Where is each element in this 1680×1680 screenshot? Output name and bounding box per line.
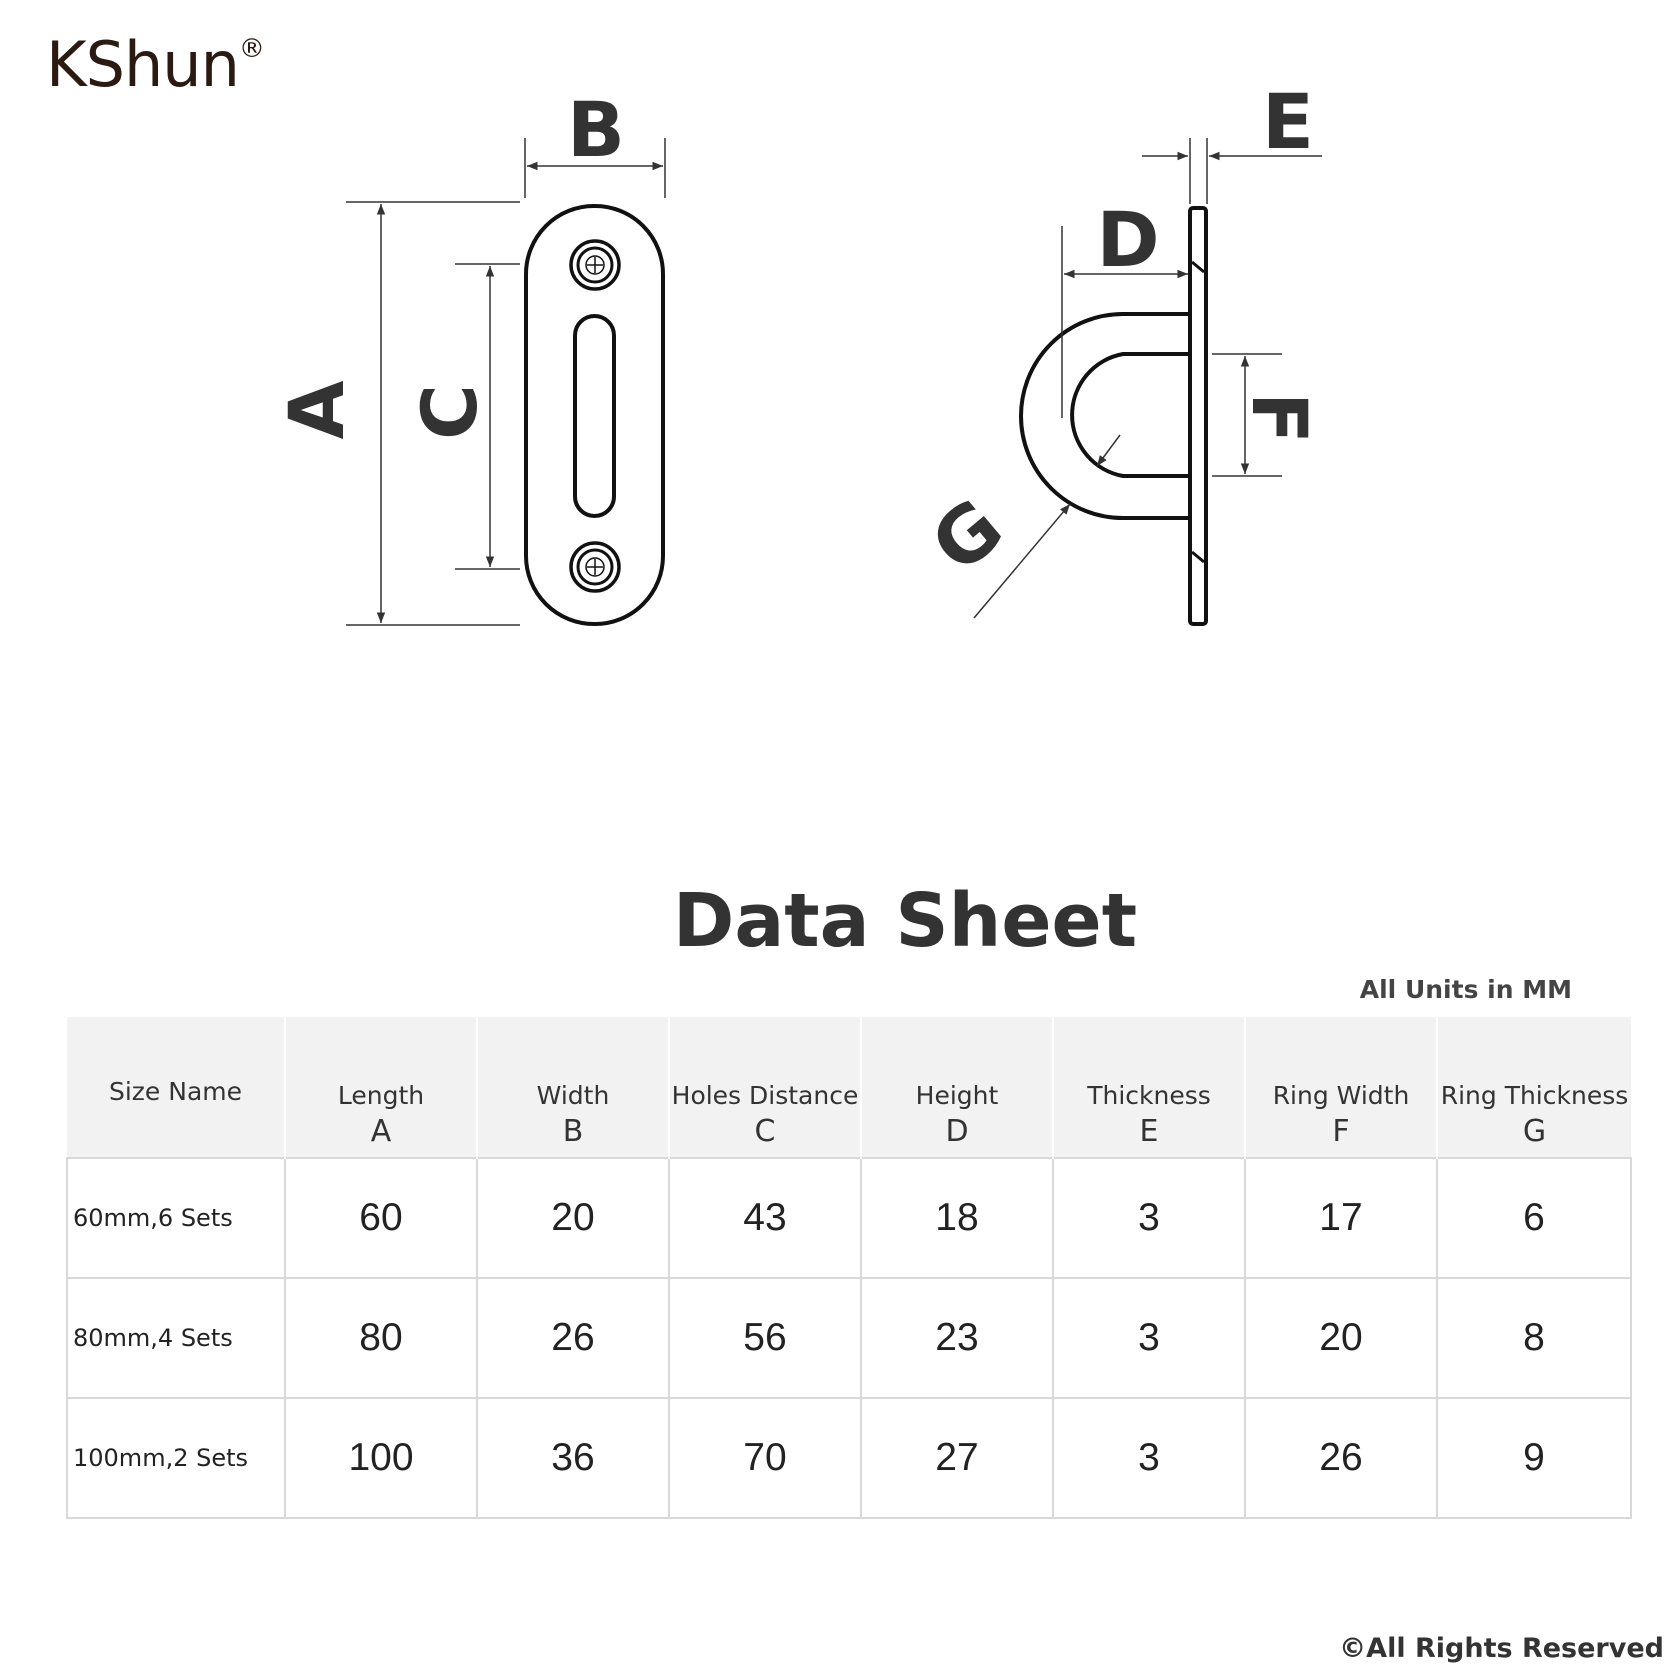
header-size-name [67, 1017, 285, 1158]
cell-length: 80 [285, 1278, 477, 1398]
cell-ring-thickness: 6 [1437, 1158, 1631, 1278]
cell-thickness: 3 [1053, 1158, 1245, 1278]
header-letter: E [1139, 1114, 1159, 1149]
header-length [285, 1017, 477, 1158]
header-text: Width [536, 1081, 610, 1110]
label-e: E [1262, 77, 1314, 166]
cell-ring-width: 20 [1245, 1278, 1437, 1398]
header-letter: F [1332, 1114, 1350, 1149]
data-sheet-table [66, 1017, 1632, 1519]
cell-size-name: 80mm,4 Sets [67, 1278, 285, 1398]
header-row [67, 1017, 1631, 1158]
header-height [861, 1017, 1053, 1158]
sheet-title: Data Sheet [672, 878, 1138, 964]
center-slot [575, 316, 614, 516]
header-letter: A [370, 1114, 392, 1149]
cell-thickness: 3 [1053, 1278, 1245, 1398]
cell-width: 20 [477, 1158, 669, 1278]
header-width [477, 1017, 669, 1158]
table-row [67, 1158, 1631, 1278]
units-note: All Units in MM [1359, 975, 1572, 1004]
header-text: Height [915, 1081, 999, 1110]
header-text: Size Name [108, 1077, 243, 1106]
bottom-screw [571, 543, 619, 591]
cell-height: 23 [861, 1278, 1053, 1398]
cell-thickness: 3 [1053, 1398, 1245, 1518]
front-view [526, 206, 663, 624]
cell-holes-distance: 43 [669, 1158, 861, 1278]
label-f: F [1235, 392, 1324, 444]
cell-holes-distance: 70 [669, 1398, 861, 1518]
cell-height: 27 [861, 1398, 1053, 1518]
header-ring-thickness [1437, 1017, 1631, 1158]
label-b: B [567, 85, 625, 174]
header-letter: G [1522, 1114, 1547, 1149]
ring-inner [1072, 354, 1190, 476]
copyright-notice: ©All Rights Reserved [1339, 1633, 1664, 1664]
table-row [67, 1278, 1631, 1398]
table-row [67, 1398, 1631, 1518]
header-ring-width [1245, 1017, 1437, 1158]
dimension-diagram [0, 0, 1680, 700]
label-c: C [405, 384, 494, 440]
cell-ring-width: 26 [1245, 1398, 1437, 1518]
header-text: Holes Distance [671, 1081, 859, 1110]
header-text: Ring Thickness [1440, 1081, 1629, 1110]
header-letter: C [754, 1114, 776, 1149]
header-letter: B [562, 1114, 584, 1149]
cell-size-name: 100mm,2 Sets [67, 1398, 285, 1518]
top-screw [571, 241, 619, 289]
cell-size-name: 60mm,6 Sets [67, 1158, 285, 1278]
cell-holes-distance: 56 [669, 1278, 861, 1398]
header-thickness [1053, 1017, 1245, 1158]
cell-height: 18 [861, 1158, 1053, 1278]
brand-name: KShun [46, 28, 239, 101]
cell-width: 36 [477, 1398, 669, 1518]
header-text: Ring Width [1272, 1081, 1410, 1110]
label-g: G [914, 481, 1020, 590]
cell-ring-thickness: 9 [1437, 1398, 1631, 1518]
ring-side [1021, 314, 1190, 518]
header-letter: D [945, 1114, 969, 1149]
label-d: D [1096, 195, 1160, 284]
header-holes-distance [669, 1017, 861, 1158]
header-text: Length [337, 1081, 425, 1110]
cell-ring-thickness: 8 [1437, 1278, 1631, 1398]
registered-mark: ® [238, 34, 264, 64]
cell-length: 100 [285, 1398, 477, 1518]
label-a: A [272, 380, 361, 440]
header-text: Thickness [1087, 1081, 1211, 1110]
cell-length: 60 [285, 1158, 477, 1278]
cell-ring-width: 17 [1245, 1158, 1437, 1278]
cell-width: 26 [477, 1278, 669, 1398]
